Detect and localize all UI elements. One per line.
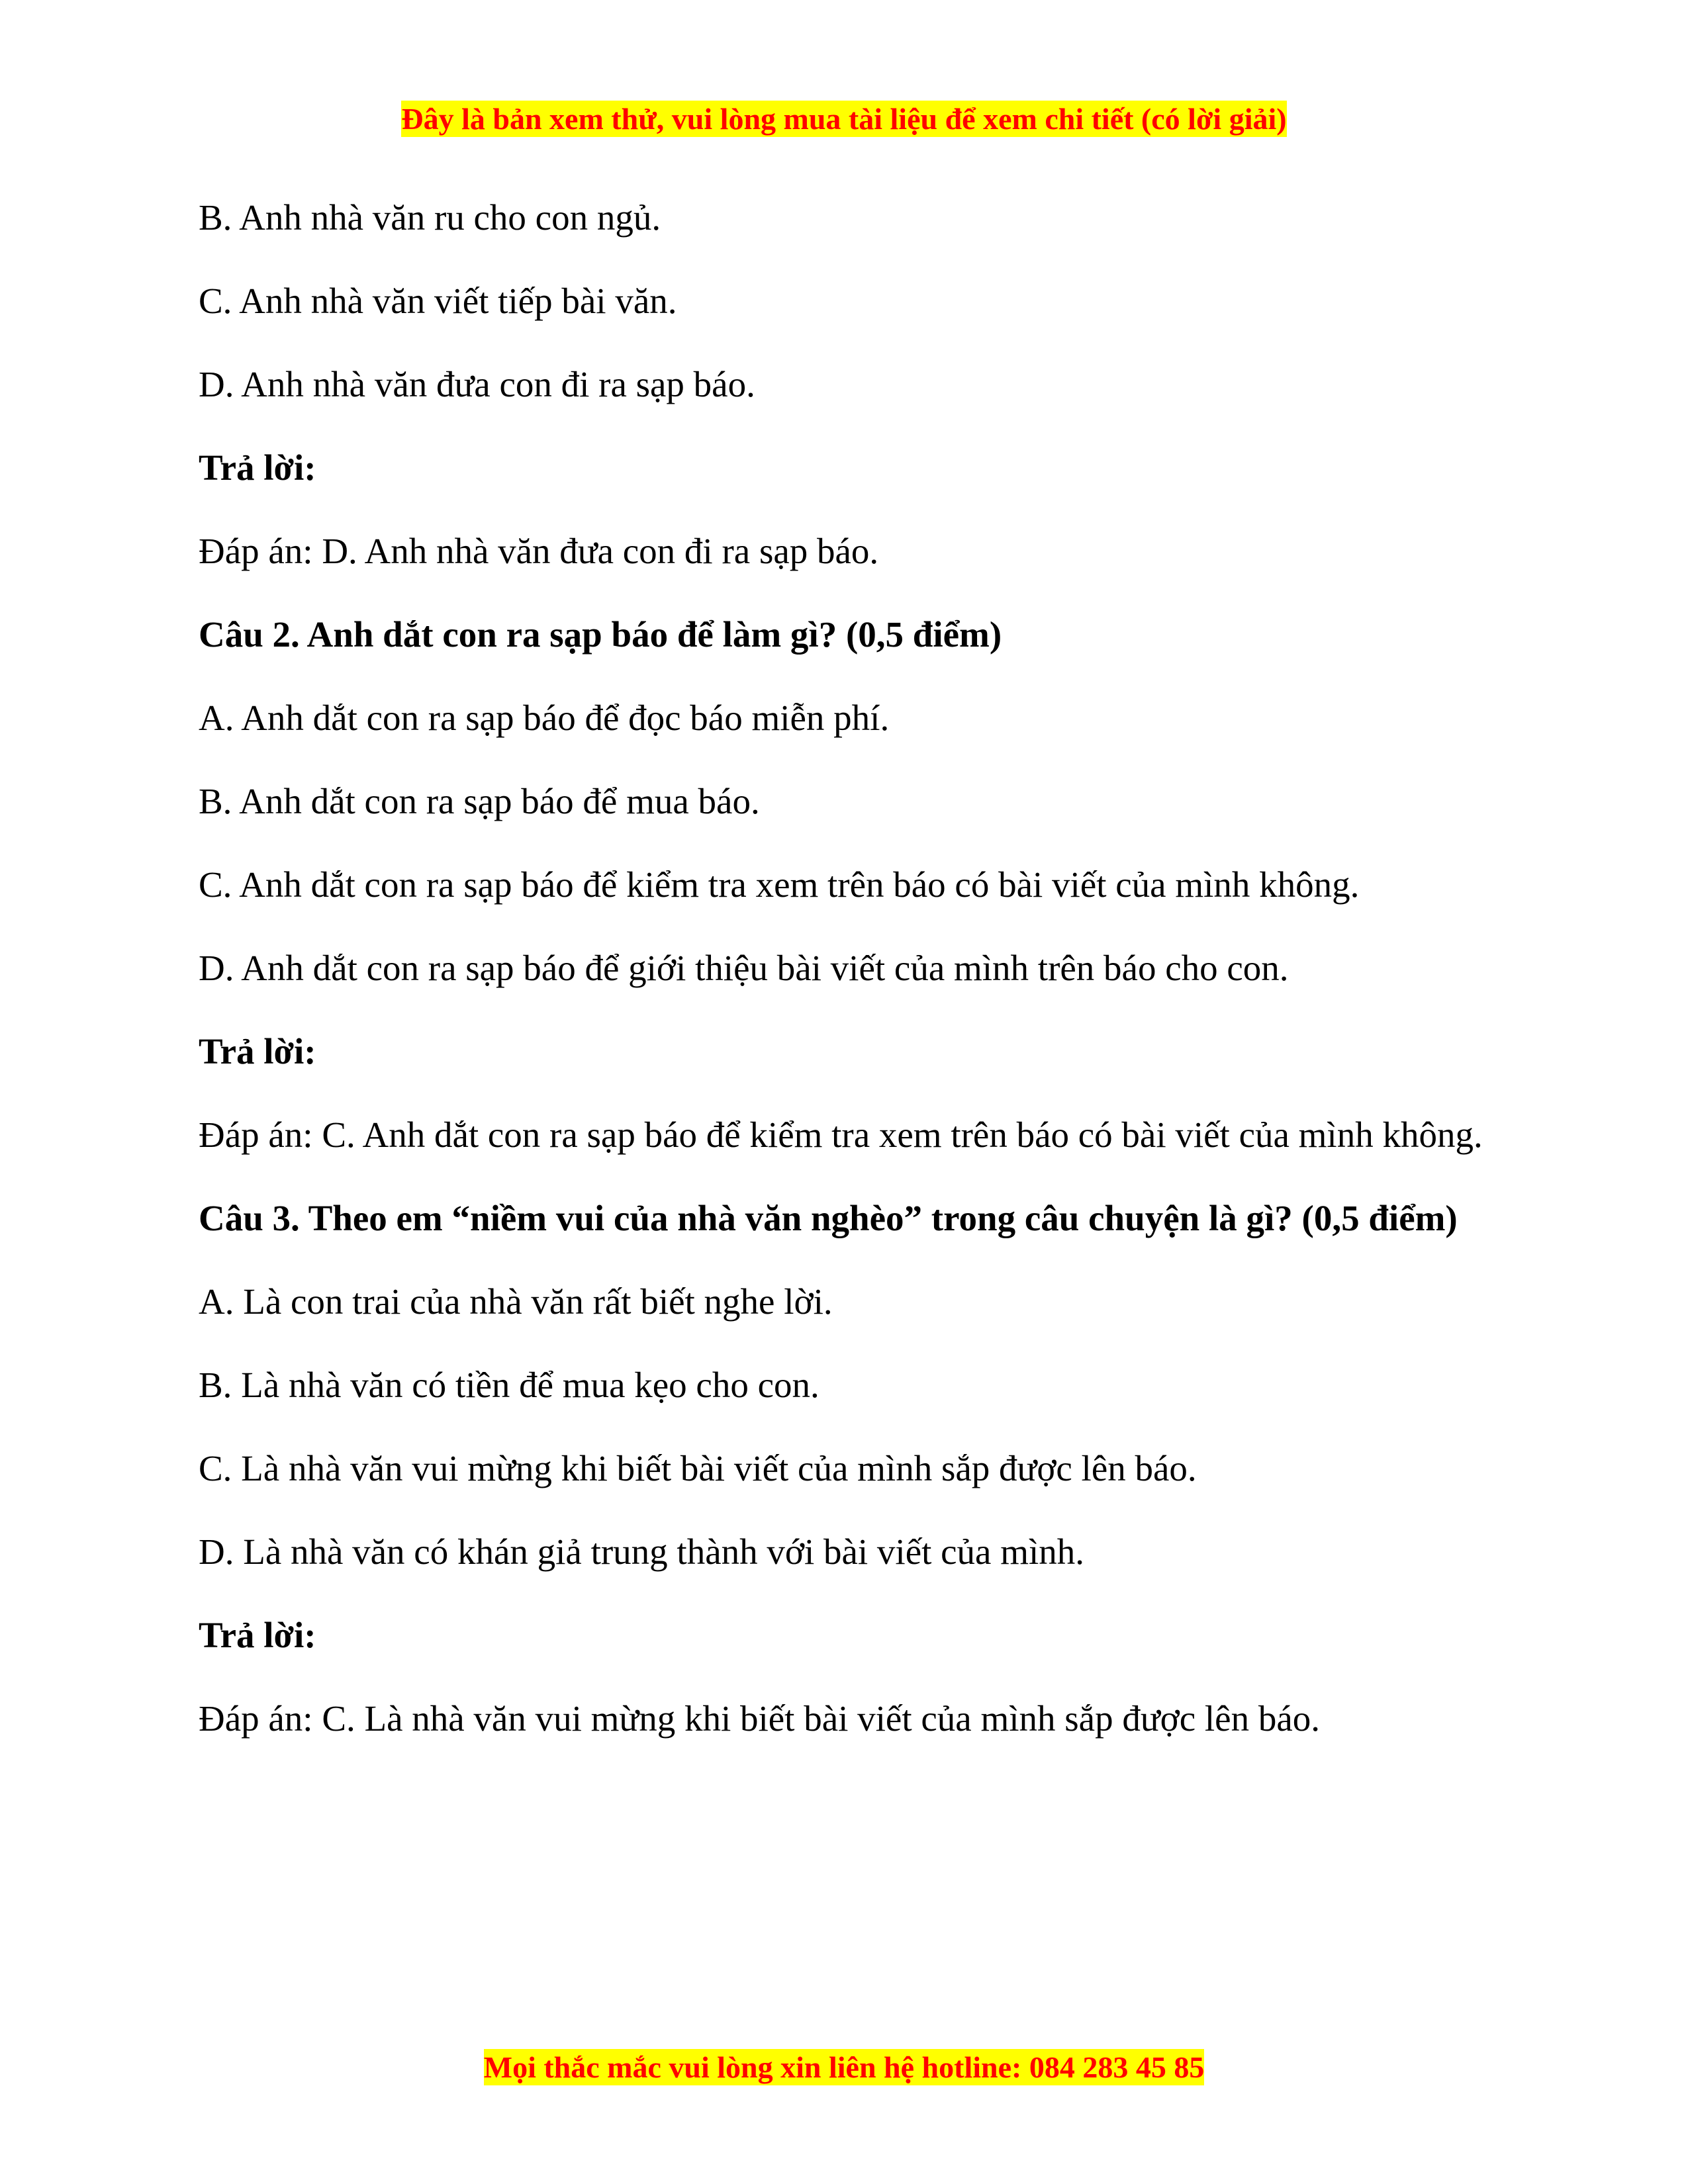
- q3-answer: Đáp án: C. Là nhà văn vui mừng khi biết bài viết của mình sắp được lên báo.: [199, 1698, 1320, 1739]
- q2-answer-label: Trả lời:: [199, 1031, 316, 1071]
- q1-option-d: D. Anh nhà văn đưa con đi ra sạp báo.: [199, 364, 755, 404]
- q2-question: Câu 2. Anh dắt con ra sạp báo để làm gì? (0,5 điểm): [199, 614, 1002, 655]
- preview-notice-text: Đây là bản xem thử, vui lòng mua tài liệu để xem chi tiết (có lời giải): [401, 102, 1287, 136]
- q3-option-d: D. Là nhà văn có khán giả trung thành với bài viết của mình.: [199, 1531, 1085, 1572]
- contact-hotline-text: Mọi thắc mắc vui lòng xin liên hệ hotline: 084 283 45 85: [483, 2050, 1205, 2084]
- document-body: [199, 194, 1489, 1778]
- q3-option-a: A. Là con trai của nhà văn rất biết nghe lời.: [199, 1281, 833, 1322]
- q1-option-b: B. Anh nhà văn ru cho con ngủ.: [199, 197, 661, 238]
- q2-answer: Đáp án: C. Anh dắt con ra sạp báo để kiểm tra xem trên báo có bài viết của mình không.: [199, 1115, 1483, 1155]
- q1-answer: Đáp án: D. Anh nhà văn đưa con đi ra sạp báo.: [199, 531, 879, 571]
- q3-question: Câu 3. Theo em “niềm vui của nhà văn nghèo” trong câu chuyện là gì? (0,5 điểm): [199, 1198, 1458, 1238]
- q3-option-b: B. Là nhà văn có tiền để mua kẹo cho con.: [199, 1365, 820, 1405]
- contact-footer-banner: [0, 2048, 1688, 2087]
- q2-option-d: D. Anh dắt con ra sạp báo để giới thiệu bài viết của mình trên báo cho con.: [199, 948, 1289, 988]
- preview-notice-banner: [0, 99, 1688, 139]
- q2-option-b: B. Anh dắt con ra sạp báo để mua báo.: [199, 781, 760, 821]
- q3-answer-label: Trả lời:: [199, 1615, 316, 1655]
- q2-option-c: C. Anh dắt con ra sạp báo để kiểm tra xem trên báo có bài viết của mình không.: [199, 864, 1360, 905]
- q3-option-c: C. Là nhà văn vui mừng khi biết bài viết của mình sắp được lên báo.: [199, 1448, 1197, 1488]
- q1-answer-label: Trả lời:: [199, 447, 316, 488]
- q1-option-c: C. Anh nhà văn viết tiếp bài văn.: [199, 281, 677, 321]
- q2-option-a: A. Anh dắt con ra sạp báo để đọc báo miễn phí.: [199, 698, 890, 738]
